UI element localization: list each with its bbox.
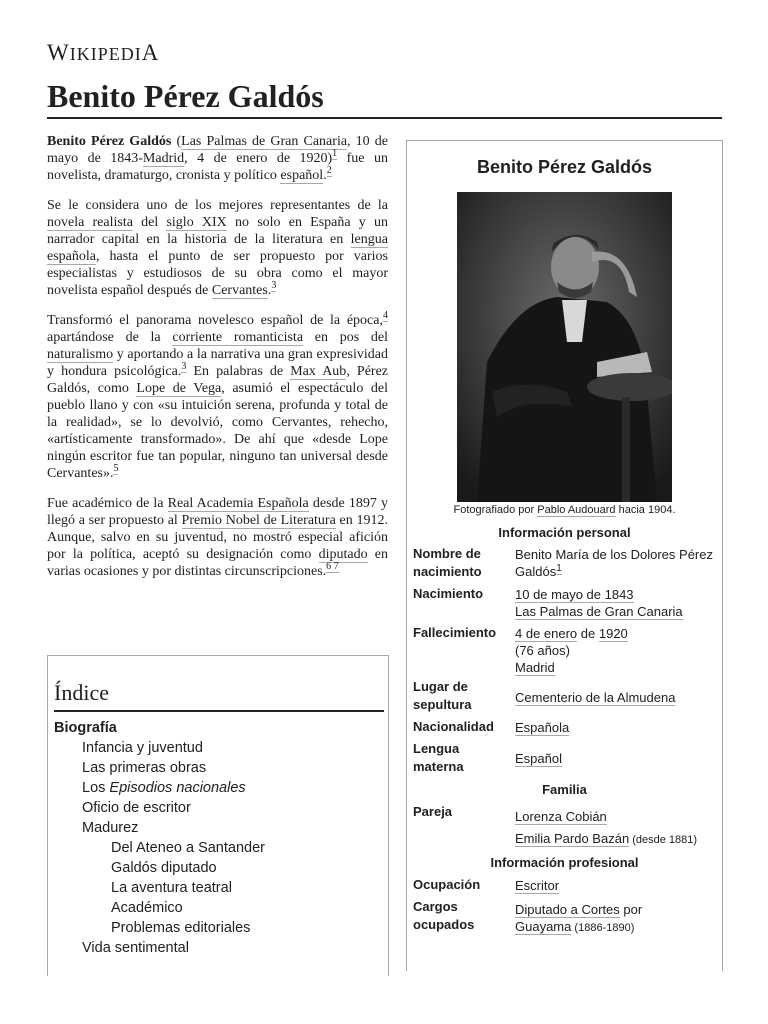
label-birth: Nacimiento — [413, 586, 484, 601]
link-nationality-value[interactable]: Española — [515, 720, 570, 735]
toc-item-madurez[interactable]: Madurez — [82, 820, 139, 836]
link-birth-date[interactable]: 10 de mayo de 1843 — [515, 587, 634, 602]
intro-paragraph-2: Se le considera uno de los mejores representantes de la novela realista del siglo XIX no solo en España y un narrador capital en la historia de la literatura en lengua española, hasta el punto de ser propuesto por varios especialistas y estudiosos de su obra como el mayor novelista español después de Cervantes.$^3$ — [47, 198, 388, 298]
label-language: Lengua materna — [413, 741, 464, 774]
link-diputado[interactable]: diputado — [318, 547, 368, 562]
link-siglo-xix[interactable]: siglo XIX — [166, 215, 227, 230]
toc-title: Índice — [54, 680, 109, 705]
toc-divider — [54, 710, 384, 712]
ref-link[interactable]: 6 7 — [326, 561, 339, 573]
label-death: Fallecimiento — [413, 625, 497, 640]
toc-item-diputado[interactable]: Galdós diputado — [111, 860, 217, 876]
link-partner-1[interactable]: Lorenza Cobián — [515, 809, 607, 824]
link-novela-realista[interactable]: novela realista — [47, 215, 133, 230]
label-offices: Cargos ocupados — [413, 899, 475, 932]
infobox-title: Benito Pérez Galdós — [476, 157, 653, 177]
toc-item-ateneo[interactable]: Del Ateneo a Santander — [111, 840, 265, 856]
section-personal: Información personal — [498, 525, 631, 540]
link-max-aub[interactable]: Max Aub — [290, 364, 347, 379]
label-birth-name: Nombre de nacimiento — [413, 546, 482, 579]
ref-link[interactable]: 1 — [332, 148, 338, 160]
label-occupation: Ocupación — [413, 877, 481, 892]
value-birth — [515, 586, 720, 620]
value-occupation — [515, 877, 720, 894]
link-occupation[interactable]: Escritor — [515, 878, 560, 893]
toc-item-teatral[interactable]: La aventura teatral — [111, 880, 232, 896]
link-photographer[interactable]: Pablo Audouard — [537, 504, 616, 516]
section-family: Familia — [542, 782, 587, 797]
intro-paragraph-1: Benito Pérez Galdós (Las Palmas de Gran Canaria, 10 de mayo de 1843-Madrid, 4 de enero de 1920)$^1$ fue un novelista, dramaturgo, cronista y político español.$^2$ — [47, 134, 389, 183]
link-rae[interactable]: Real Academia Española — [167, 496, 309, 511]
value-birth-name: Benito María de los Dolores Pérez Galdós$^1$ — [515, 547, 713, 579]
intro-paragraph-3: Transformó el panorama novelesco español de la época,$^4$ apartándose de la corriente romanticista en pos del naturalismo y aportando a la narrativa una gran expresividad y hondura psicológica.$^3$ En palabras de Max Aub, Pérez Galdós, como Lope de Vega, asumió el espectáculo del pueblo llano y con «su intuición serena, profunda y total de la realidad», se lo devolvió, como Cervantes, rehecho, «artísticamente transformado». De ahí que «desde Lope ningún escritor fue tan popular, ninguno tan universal desde Cervantes».$^5$ — [47, 310, 389, 481]
ref-link[interactable]: 1 — [556, 562, 562, 574]
value-burial — [515, 689, 720, 706]
table-of-contents — [47, 655, 389, 976]
ref-link[interactable]: 3 — [181, 361, 187, 373]
toc-item-biografia[interactable]: Biografía — [54, 720, 117, 736]
title-divider — [47, 117, 722, 119]
portrait-photo[interactable] — [457, 192, 672, 502]
label-partner: Pareja — [413, 804, 453, 819]
section-professional: Información profesional — [490, 855, 639, 870]
link-naturalismo[interactable]: naturalismo — [47, 347, 114, 362]
link-burial[interactable]: Cementerio de la Almudena — [515, 690, 676, 705]
link-partner-2[interactable]: Emilia Pardo Bazán — [515, 831, 630, 846]
link-deathplace[interactable]: Madrid — [142, 151, 185, 166]
toc-item-primeras-obras[interactable]: Las primeras obras — [82, 760, 207, 776]
toc-item-infancia[interactable]: Infancia y juventud — [82, 740, 203, 756]
photo-caption: Fotografiado por Pablo Audouard hacia 1904. — [453, 504, 676, 516]
link-death-place[interactable]: Madrid — [515, 660, 555, 675]
wikipedia-logo[interactable]: WIKIPEDIA — [47, 40, 160, 65]
link-language[interactable]: Español — [515, 751, 562, 766]
toc-item-episodios[interactable]: Los Episodios nacionales — [82, 780, 246, 796]
link-lengua-espanola[interactable]: lengua española — [47, 232, 388, 264]
label-burial: Lugar de sepultura — [413, 679, 472, 712]
value-nationality — [515, 719, 720, 736]
ref-link[interactable]: 3 — [271, 280, 277, 292]
link-nationality[interactable]: español — [280, 168, 324, 183]
value-offices: Diputado a Cortes por Guayama (1886-1890) — [515, 902, 643, 934]
link-birth-place[interactable]: Las Palmas de Gran Canaria — [515, 604, 683, 619]
value-language — [515, 750, 720, 767]
toc-item-editoriales[interactable]: Problemas editoriales — [111, 920, 251, 936]
link-cervantes[interactable]: Cervantes — [211, 283, 268, 298]
toc-item-vida-sentimental[interactable]: Vida sentimental — [82, 940, 189, 956]
intro-paragraph-4: Fue académico de la Real Academia Española desde 1897 y llegó a ser propuesto al Premio Nobel de Literatura en 1912. Aunque, salvo en su juventud, no mostró especial afición por la política, aceptó su designación como diputado en varias ocasiones y por distintas circunscripciones.$^{6 7}$ — [47, 496, 388, 579]
link-corriente-romanticista[interactable]: corriente romanticista — [172, 330, 304, 345]
article-body — [47, 133, 388, 593]
subject-name: Benito Pérez Galdós — [47, 134, 172, 149]
ref-link[interactable]: 2 — [326, 165, 332, 177]
value-partner: Lorenza Cobián Emilia Pardo Bazán (desde 1881) — [515, 809, 698, 846]
page-title: Benito Pérez Galdós — [47, 78, 324, 114]
link-birthplace[interactable]: Las Palmas de Gran Canaria — [181, 134, 348, 149]
link-diputado-cortes[interactable]: Diputado a Cortes — [515, 902, 620, 917]
ref-link[interactable]: 4 — [383, 310, 388, 322]
value-death: 4 de enero de 1920 (76 años) Madrid — [515, 626, 628, 675]
link-premio-nobel[interactable]: Premio Nobel de Literatura — [181, 513, 336, 528]
link-lope-de-vega[interactable]: Lope de Vega — [136, 381, 222, 396]
link-death-year[interactable]: 1920 — [598, 626, 628, 641]
link-guayama[interactable]: Guayama — [515, 919, 572, 934]
ref-link[interactable]: 5 — [113, 463, 119, 475]
toc-item-oficio[interactable]: Oficio de escritor — [82, 800, 191, 816]
toc-item-academico[interactable]: Académico — [111, 900, 183, 916]
link-death-day[interactable]: 4 de enero — [515, 626, 578, 641]
label-nationality: Nacionalidad — [413, 719, 494, 734]
infobox — [406, 140, 723, 971]
